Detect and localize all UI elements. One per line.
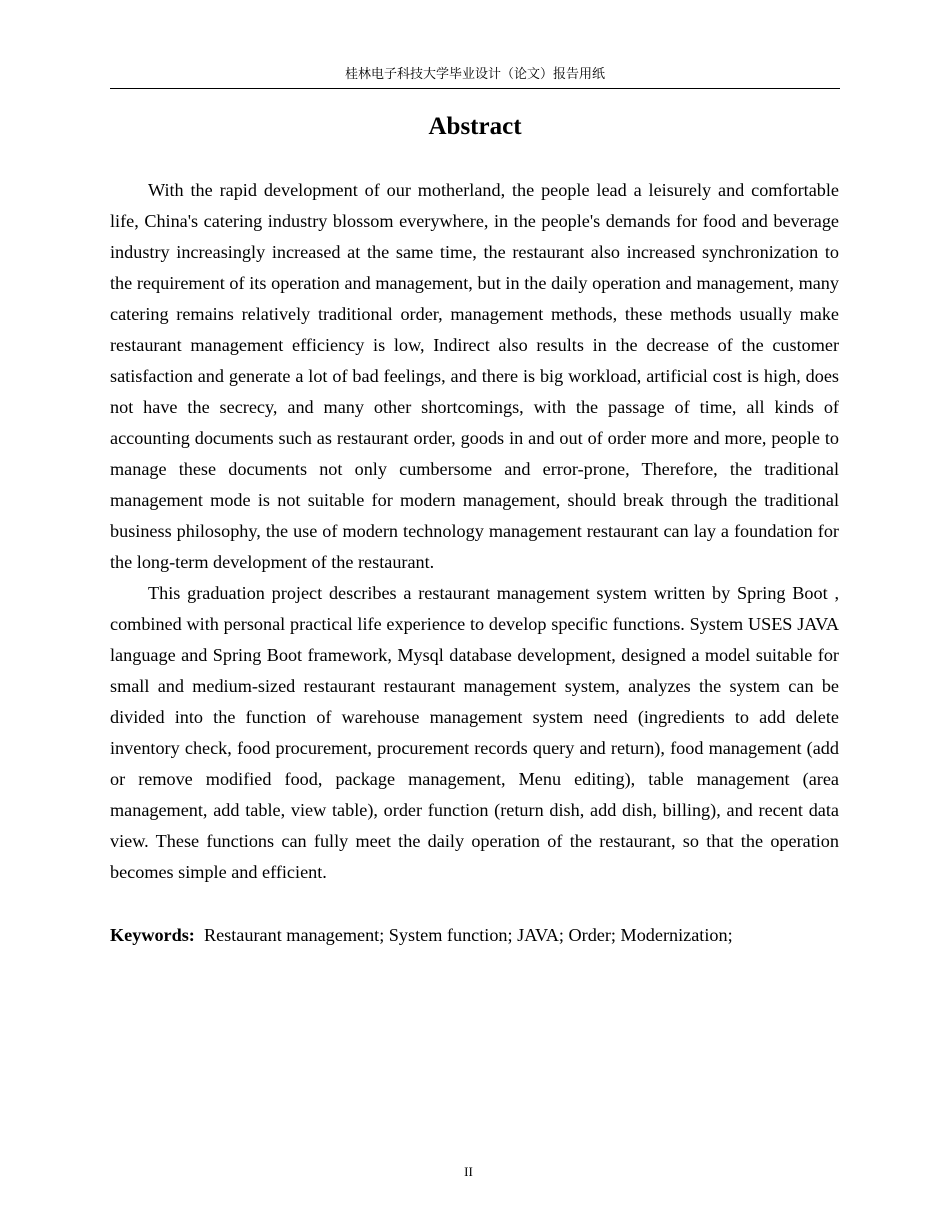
abstract-title: Abstract xyxy=(428,113,522,140)
header-divider xyxy=(110,88,840,89)
keywords-label: Keywords: xyxy=(110,925,195,945)
keywords-line xyxy=(110,920,839,951)
page-header: 桂林电子科技大学毕业设计（论文）报告用纸 xyxy=(344,67,605,82)
abstract-body xyxy=(110,175,839,888)
keywords-text: Restaurant management; System function; JAVA; Order; Modernization; xyxy=(203,925,733,945)
abstract-paragraph-2: This graduation project describes a restaurant management system written by Spring Boot , combined with personal practical life experience to develop specific functions. System USES JAVA language and Spring Boot framework, Mysql database development, designed a model suitable for small and medium-sized restaurant restaurant management system, analyzes the system can be divided into the function of warehouse management system need (ingredients to add delete inventory check, food procurement, procurement records query and return), food management (add or remove modified food, package management, Menu editing), table management (area management, add table, view table), order function (return dish, add dish, billing), and recent data view. These functions can fully meet the daily operation of the restaurant, so that the operation becomes simple and efficient. xyxy=(110,583,839,882)
abstract-paragraph-1: With the rapid development of our motherland, the people lead a leisurely and comfortable life, China's catering industry blossom everywhere, in the people's demands for food and beverage industry increasingly increased at the same time, the restaurant also increased synchronization to the requirement of its operation and management, but in the daily operation and management, many catering remains relatively traditional order, management methods, these methods usually make restaurant management efficiency is low, Indirect also results in the decrease of the customer satisfaction and generate a lot of bad feelings, and there is big workload, artificial cost is high, does not have the secrecy, and many other shortcomings, with the passage of time, all kinds of accounting documents such as restaurant order, goods in and out of order more and more, people to manage these documents not only cumbersome and error-prone, Therefore, the traditional management mode is not suitable for modern management, should break through the traditional business philosophy, the use of modern technology management restaurant can lay a foundation for the long-term development of the restaurant. xyxy=(110,180,839,572)
page-number: II xyxy=(464,1164,473,1179)
